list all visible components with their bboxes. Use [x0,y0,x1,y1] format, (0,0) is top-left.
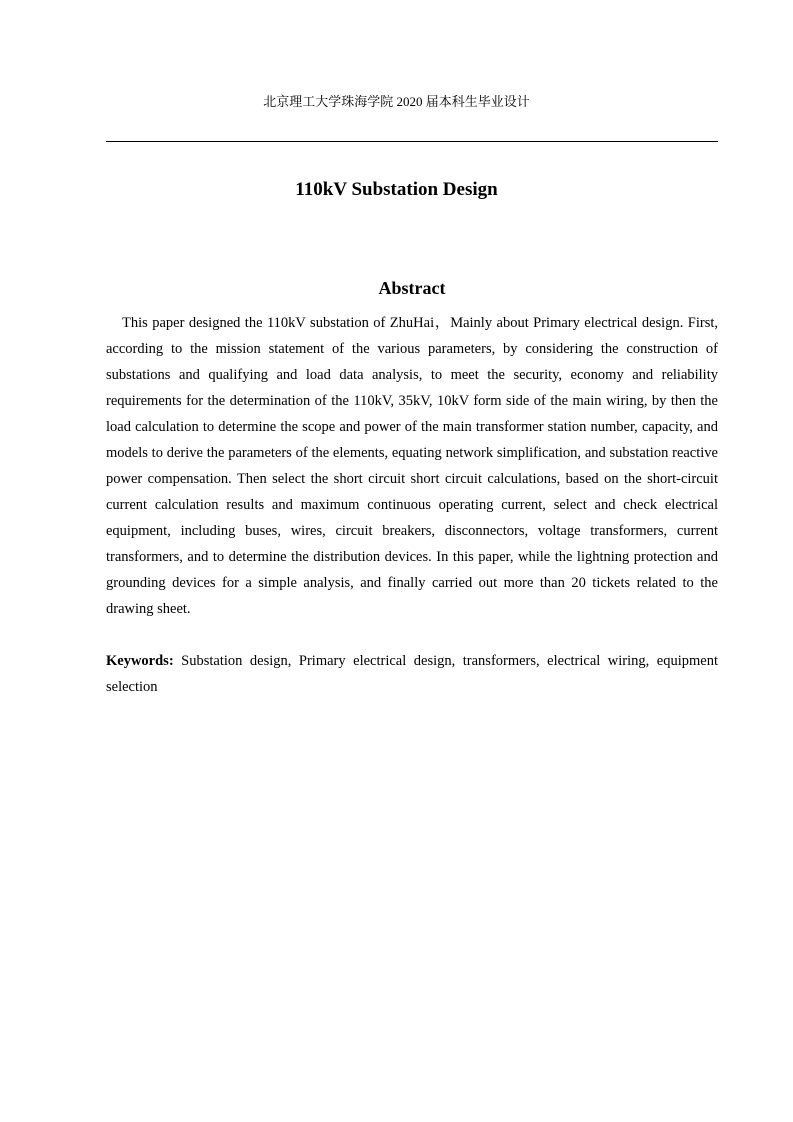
header-divider [106,141,718,142]
document-title: 110kV Substation Design [295,179,498,200]
page-header: 北京理工大学珠海学院 2020 届本科生毕业设计 [263,94,530,109]
keywords-label: Keywords: [106,653,174,669]
keywords-text: Substation design, Primary electrical design, transformers, electrical wiring, equipment selection [106,653,718,695]
keywords-line [106,648,718,700]
abstract-heading: Abstract [378,278,446,298]
abstract-paragraph: This paper designed the 110kV substation of ZhuHai，Mainly about Primary electrical design. First, according to the mission statement of the various parameters, by considering the construction of substations and qualifying and load data analysis, to meet the security, economy and reliability requirements for the determination of the 110kV, 35kV, 10kV form side of the main wiring, by then the load calculation to determine the scope and power of the main transformer station number, capacity, and models to derive the parameters of the elements, equating network simplification, and substation reactive power compensation. Then select the short circuit short circuit calculations, based on the short-circuit current calculation results and maximum continuous operating current, select and check electrical equipment, including buses, wires, circuit breakers, disconnectors, voltage transformers, current transformers, and to determine the distribution devices. In this paper, while the lightning protection and grounding devices for a simple analysis, and finally carried out more than 20 tickets related to the drawing sheet. [106,315,718,617]
